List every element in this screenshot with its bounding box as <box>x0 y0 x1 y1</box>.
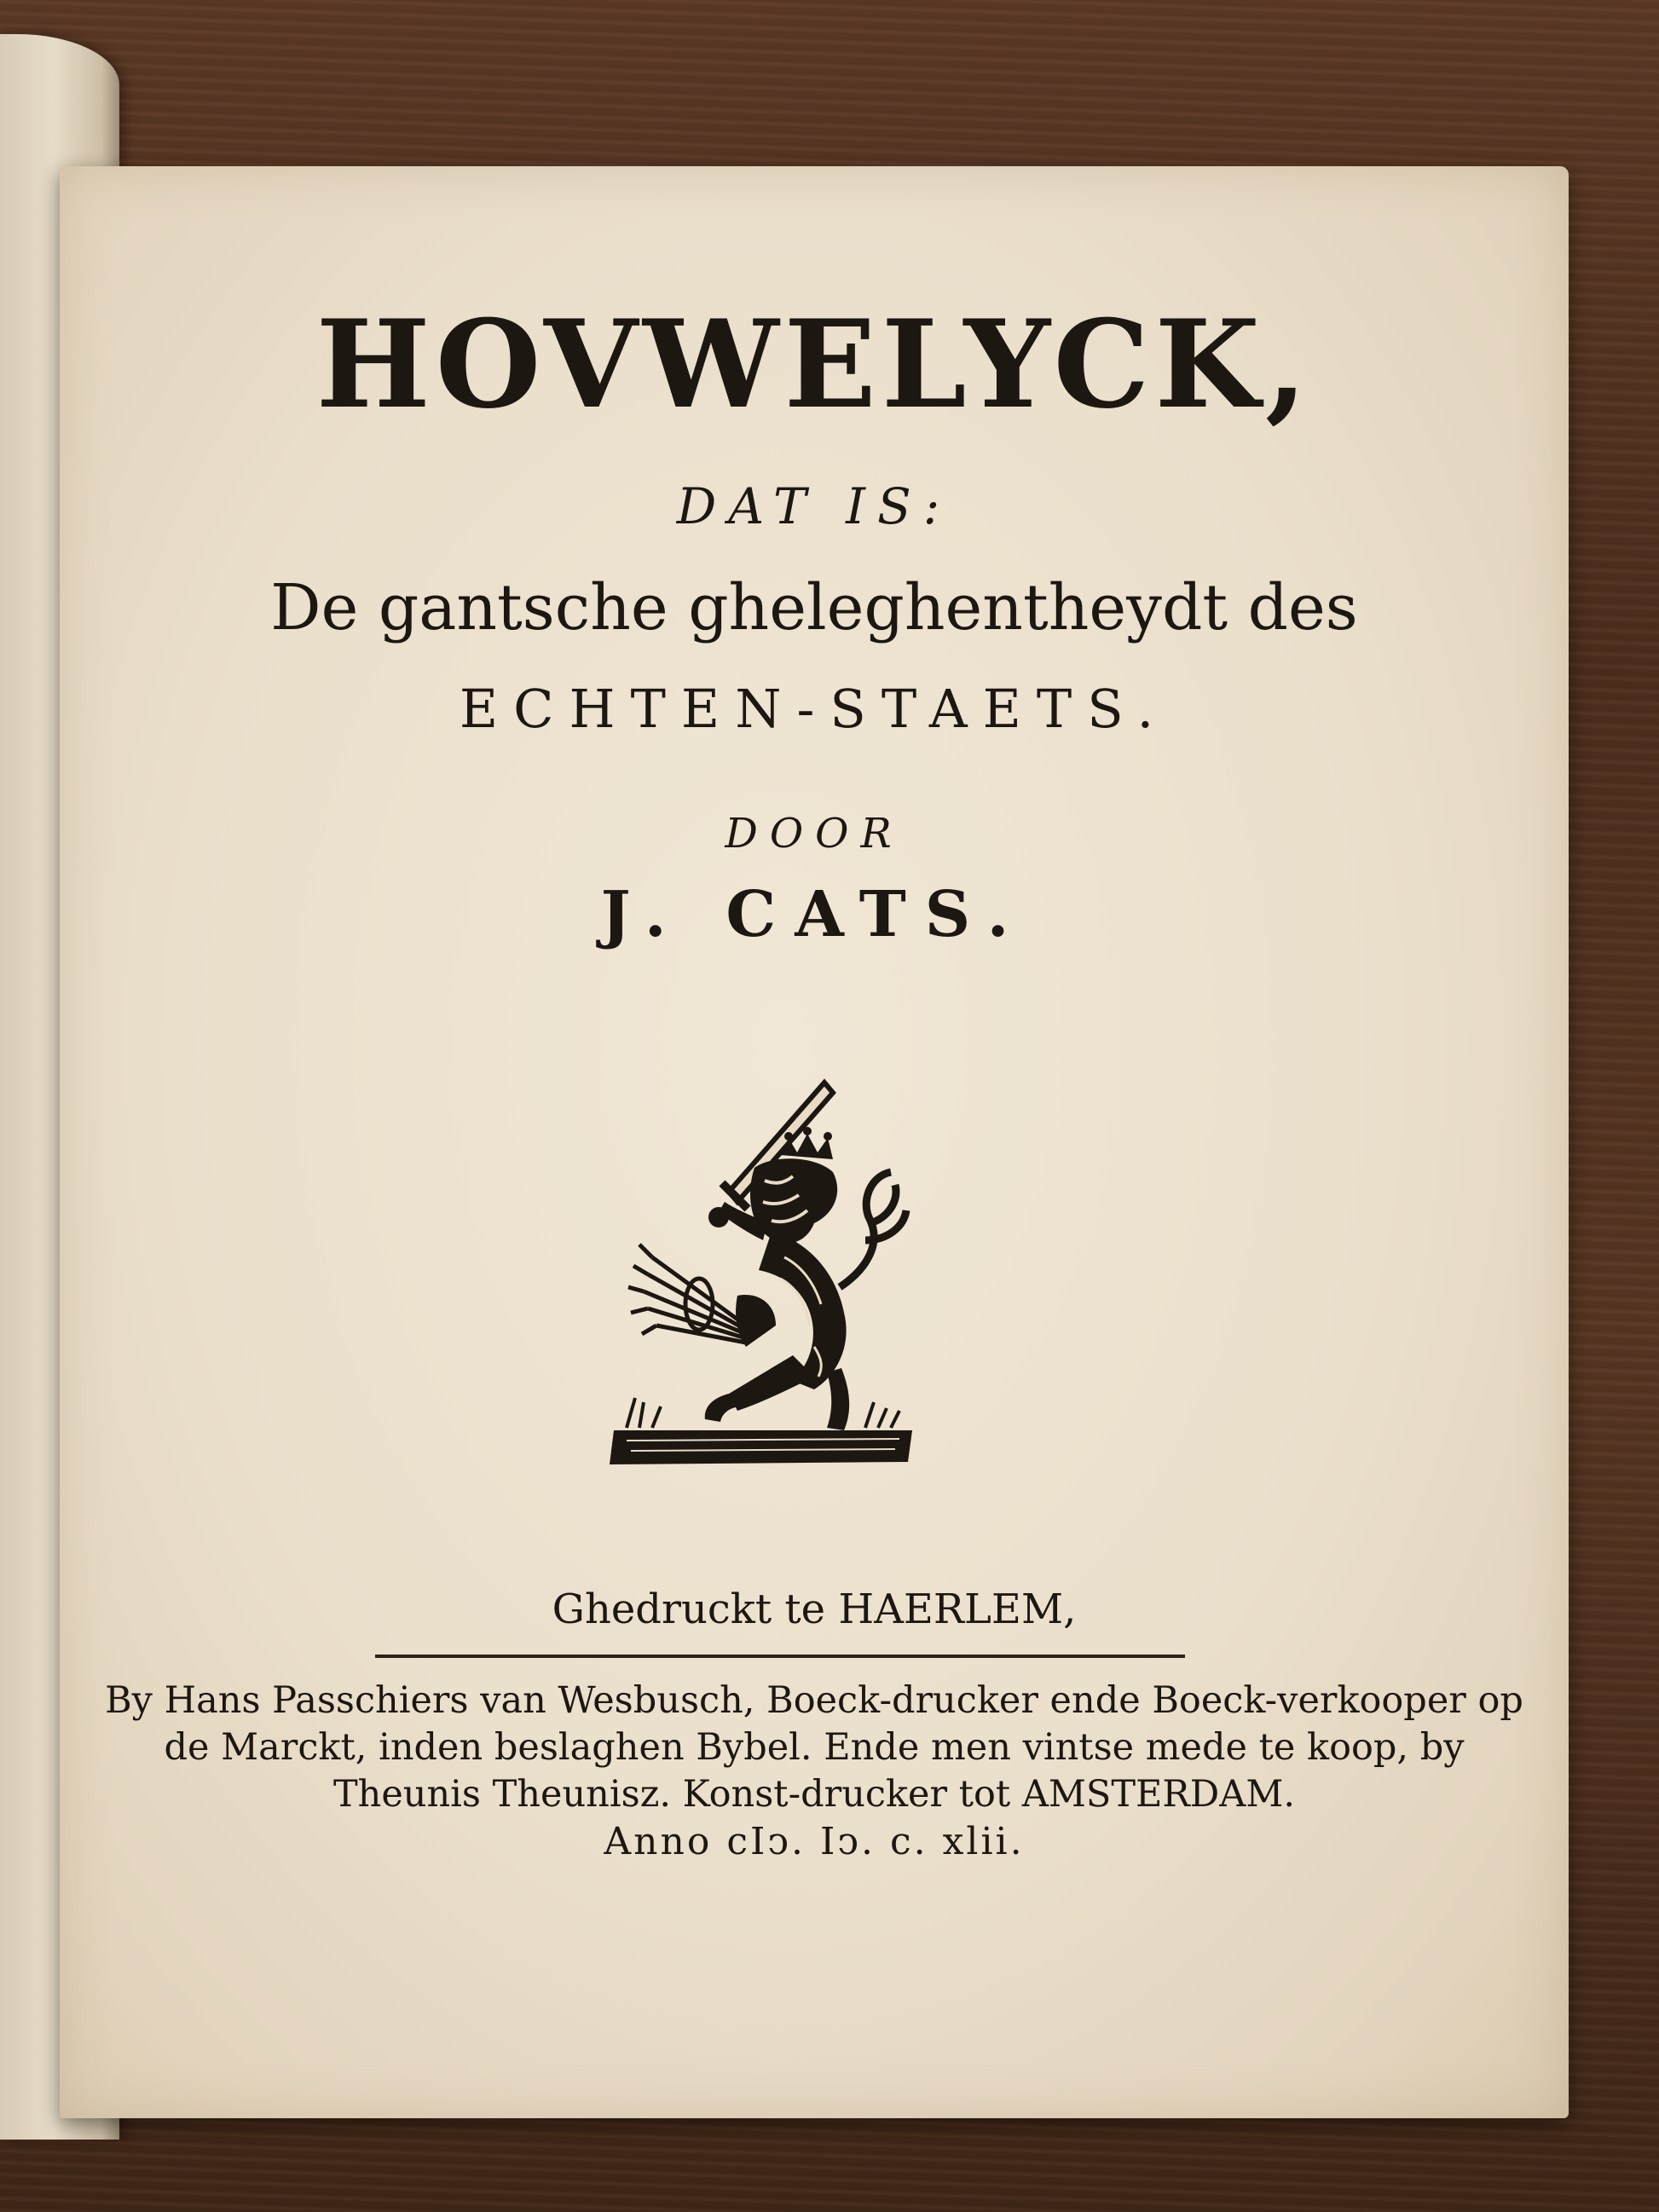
book-title: HOVWELYCK, <box>315 294 1313 436</box>
imprint-line-3: Theunis Theunisz. Konst-drucker tot AMSTERDAM. <box>332 1773 1296 1816</box>
printed-at: Ghedruckt te HAERLEM, <box>552 1585 1077 1633</box>
author-name: J. CATS. <box>600 878 1028 951</box>
by-label: DOOR <box>725 810 904 858</box>
imprint-divider <box>375 1655 1185 1658</box>
subtitle-line-1: De gantsche gheleghentheydt des <box>270 571 1358 644</box>
subtitle-line-2: ECHTEN-STAETS. <box>459 678 1170 740</box>
imprint-line-2: de Marckt, inden beslaghen Bybel. Ende men vintse mede te koop, by <box>164 1726 1465 1769</box>
imprint-line-1: By Hans Passchiers van Wesbusch, Boeck-drucker ende Boeck-verkooper op <box>105 1679 1523 1722</box>
title-page <box>60 166 1569 2118</box>
crowned-lion-rampant-with-sword-icon <box>610 1074 916 1475</box>
publication-year: Anno cIↄ. Iↄ. c. xlii. <box>604 1820 1025 1863</box>
subtitle-intro: DAT IS: <box>676 477 952 535</box>
